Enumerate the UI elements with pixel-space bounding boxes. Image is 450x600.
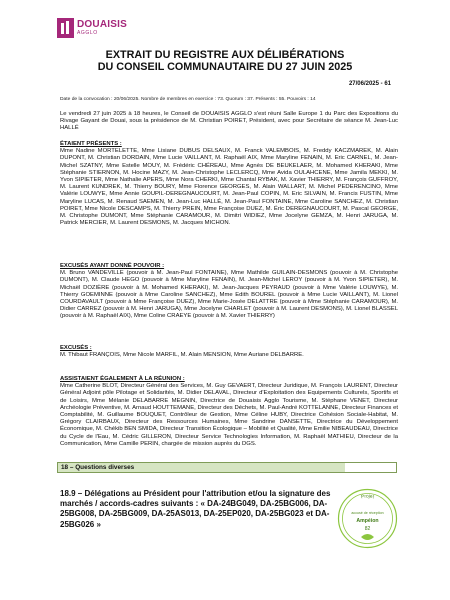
proxy-members-section bbox=[60, 263, 398, 321]
deliberation-title: 18.9 – Délégations au Président pour l'attribution et/ou la signature des marchés / accords-cadres suivants : « DA-24BG049, DA-25BG006, DA-25BG008, DA-25BG009, DA-25AS013, DA-25EP020, DA-25BG023 et DA-25BG026 » bbox=[60, 489, 331, 529]
douaisis-agglo-logo bbox=[57, 18, 127, 38]
proxy-members-heading: EXCUSÉS AYANT DONNÉ POUVOIR : bbox=[60, 263, 165, 269]
logo-mark-icon bbox=[57, 18, 74, 38]
badge-text-line-1: Projet bbox=[360, 494, 375, 501]
excused-members-list: M. Thibaut FRANÇOIS, Mme Nicole MARFIL, M. Alain MENSION, Mme Auriane DELBARRE. bbox=[60, 352, 304, 359]
logo-text bbox=[77, 20, 127, 36]
badge-text-line-2: accusé de réception bbox=[351, 511, 384, 515]
badge-text-line-3: Ampéion bbox=[356, 518, 379, 524]
deliberation-reference: 27/06/2025 - 61 bbox=[348, 81, 391, 87]
agenda-section-bar bbox=[57, 462, 397, 473]
document-title-line-2: DU CONSEIL COMMUNAUTAIRE DU 27 JUIN 2025 bbox=[97, 61, 353, 73]
badge-text-line-4: 82 bbox=[364, 526, 371, 532]
present-members-list: Mme Nadine MORTELETTE, Mme Lisiane DUBUS DELSAUX, M. Franck VALEMBOIS, M. Freddy KACZMAREK, M. Alain DUPONT, M. Christian DORDAIN, Mme Lucie VAILLANT, M. Raphaël AIX, Mme Maryline FENAIN, M. Eric CARNEL, M. Jean-Michel SZATNY, Mme Estelle MOUY, M. Frédéric CHÉREAU, Mme Agnès DE BEUKELAER, M. Mohamed KHERAKI, Mme Stéphanie STIERNON, M. Hocine MAZY, M. Jean-Christophe LECLERCQ, Mme Avida OULAHCENE, Mme Jamila MEKKI, M. Yvon SIPIETER, Mme Nathalie APERS, Mme Nora CHERKI, Mme Chantal RYBAK, M. Xavier THIERRY, M. François GUFFROY, M. Laurent KUNDREK, M. Thierry BOURY, Mme Florence GEORGES, M. Alain WALLART, M. Michel PEDERENCINO, Mme Valérie LOUWYE, Mme Annie GOUPIL-DEREGNAUCOURT, M. Jean-Paul COPIN, M. Eric SILVAIN, M. Francis FUSTIN, Mme Maryline LUCAS, M. Renaud SAEMEN, M. Jean-Luc HALLÉ, M. Jean-Paul FONTAINE, Mme Caroline SANCHEZ, M. Christian POIRET, Mme Nicole DESCAMPS, M. Thierry PREIN, Mme Françoise DUEZ, M. Éric DEREGNAUCOURT, M. Pascal GEORGE, M. Christophe DUMONT, Mme Stéphanie CARAMOUR, M. Dimitri WIDIEZ, Mme Jocelyne GEMZA, M. Henri JARUGA, M. Patrick MERCIER, M. Laurent DESMONS, M. Jacques MICHON. bbox=[60, 148, 398, 227]
intro-paragraph: Le vendredi 27 juin 2025 à 18 heures, le Conseil de DOUAISIS AGGLO s'est réuni Salle Europe 1 du Parc des Expositions du Rivage Gayant de Douai, sous la présidence de M. Christian POIRET, Président, avec pour Secrétaire de séance M. Jean-Luc HALLÉ bbox=[60, 111, 398, 132]
excused-members-heading: EXCUSÉS : bbox=[60, 345, 92, 351]
attendees-heading: ASSISTAIENT ÉGALEMENT À LA RÉUNION : bbox=[60, 376, 185, 382]
agenda-section-label: 18 – Questions diverses bbox=[58, 463, 345, 472]
attendees-list: Mme Catherine BLOT, Directeur Général des Services, M. Guy GEVAERT, Directeur Juridique, M. François LAURENT, Directeur Général Adjoint pôle Pilotage et Solidarités, M. Didier DELAVAL, Directeur d'Exploitation des Equipements Culturels, Sportifs et de Loisirs, Mme Mélanie DELABARRE MEGNIN, Directrice de Douaisis Agglo Tourisme, M. Stéphane VENET, Directeur Archéologie Préventive, M. Arnaud HOUTTEMANE, Directeur des Déchets, M. Paul-André KOTTELANNE, Directeur Finances et Comptabilité, M. Guillaume BOUQUET, Contrôleur de Gestion, Mme Céline HUBY, Directrice Cohésion Sociale-Habitat, M. Grégory CLAIRBAUX, Directeur des Ressources Humaines, Mme Sandrine DANSETTE, Directrice du Développement Économique, M. Chékib BEN SMIDA, Directeur Transition Écologique – Mobilité et Qualité, Mme Emilie NIBEAUDEAU, Directrice du Cycle de l'Eau, M. Cédric GILLERON, Directeur Service Technologies Information, M. Raphaël MATHIEU, Directeur de la Communication, Mme Camille PERIN, chargée de mission auprès du DGS. bbox=[60, 383, 398, 447]
present-members-heading: ÉTAIENT PRÉSENTS : bbox=[60, 141, 122, 147]
receipt-stamp-badge bbox=[337, 488, 398, 549]
document-title-line-1: EXTRAIT DU REGISTRE AUX DÉLIBÉRATIONS bbox=[105, 49, 345, 61]
session-details: Date de la convocation : 20/06/2025. Nombre de membres en exercice : 73. Quorum : 37. Présents : 55. Pouvoirs : 14 bbox=[60, 97, 316, 102]
proxy-members-list: M. Bruno VANDEVILLE (pouvoir à M. Jean-Paul FONTAINE), Mme Mathilde GUILAIN-DESMONS (pouvoir à M. Christophe DUMONT), M. Claude HEGO (pouvoir à Mme Maryline FENAIN), M. Jean-Michel LEROY (pouvoir à M. Yvon SIPIETER), M. Michaël DOZIÈRE (pouvoir à M. Mohamed KHERAKI), M. Jean-Jacques PEYRAUD (pouvoir à Mme Valérie LOUWYE), M. Thierry GOEMINNE (pouvoir à Mme Caroline SANCHEZ), Mme Edith BOUREL (pouvoir à Mme Lucie VAILLANT), M. Lionel COURDAVAULT (pouvoir à Mme Françoise DUEZ), Mme Marie-Josée DELATTRE (pouvoir à Mme Stéphanie CARAMOUR), M. Didier CARREZ (pouvoir à M. Henri JARUGA), Mme Jocelyne CHARLET (pouvoir à M. Laurent DESMONS), M. Lionel BLASSEL (pouvoir à M. Raphaël AIX), Mme Coline CRAEYE (pouvoir à M. Xavier THIERRY) bbox=[60, 270, 398, 320]
excused-members-section bbox=[60, 345, 398, 359]
attendees-section bbox=[60, 376, 398, 448]
logo-sub: AGGLO bbox=[77, 30, 98, 36]
present-members-section bbox=[60, 141, 398, 227]
logo-name: DOUAISIS bbox=[77, 19, 127, 30]
